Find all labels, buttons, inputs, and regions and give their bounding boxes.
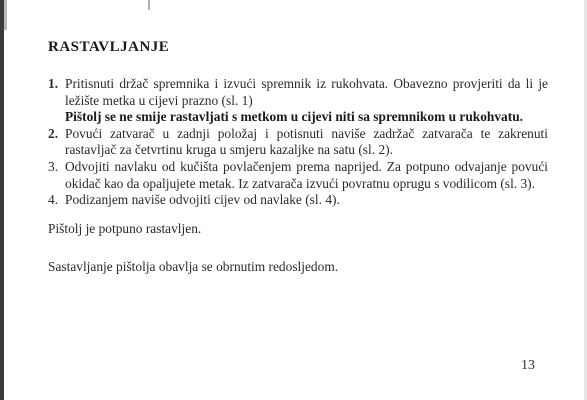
step-number: 4. [48, 192, 59, 208]
disassembly-steps-list [48, 76, 548, 209]
step-number: 1. [48, 76, 59, 91]
step-text: Pritisnuti držač spremnika i izvući spremnik iz rukohvata. Obavezno provjeriti da li je ležište metka u cijevi prazno (sl. 1) [65, 76, 548, 108]
scan-mark-left [4, 0, 7, 30]
step-number: 3. [48, 158, 59, 174]
document-page [48, 39, 548, 276]
step-item [48, 126, 548, 159]
step-number: 2. [48, 125, 59, 141]
step-item [48, 159, 548, 192]
step-text: Povući zatvarač u zadnji položaj i potisnuti naviše zadržač zatvarača te zakrenuti rastavljač za četvrtinu kruga u smjeru kazaljke na satu (sl. 2). [65, 125, 548, 158]
scan-mark-top [148, 0, 150, 10]
step-warning: Pištolj se ne smije rastavljati s metkom u cijevi niti sa spremnikom u rukohvatu. [65, 109, 523, 125]
section-heading: RASTAVLJANJE [48, 39, 170, 55]
step-item [48, 192, 548, 209]
disassembled-note: Pištolj je potpuno rastavljen. [48, 220, 202, 236]
page-number: 13 [521, 358, 535, 373]
page-binding-edge [0, 0, 4, 400]
step-item [48, 76, 548, 126]
step-text: Odvojiti navlaku od kučišta povlačenjem prema naprijed. Za potpuno odvajanje povući okidač kao da opaljujete metak. Iz zatvarača izvući povratnu oprugu s vodilicom (sl. 3). [65, 158, 548, 191]
step-text: Podizanjem naviše odvojiti cijev od navlake (sl. 4). [65, 192, 340, 208]
reassembly-note: Sastavljanje pištolja obavlja se obrnutim redosljedom. [48, 259, 339, 275]
